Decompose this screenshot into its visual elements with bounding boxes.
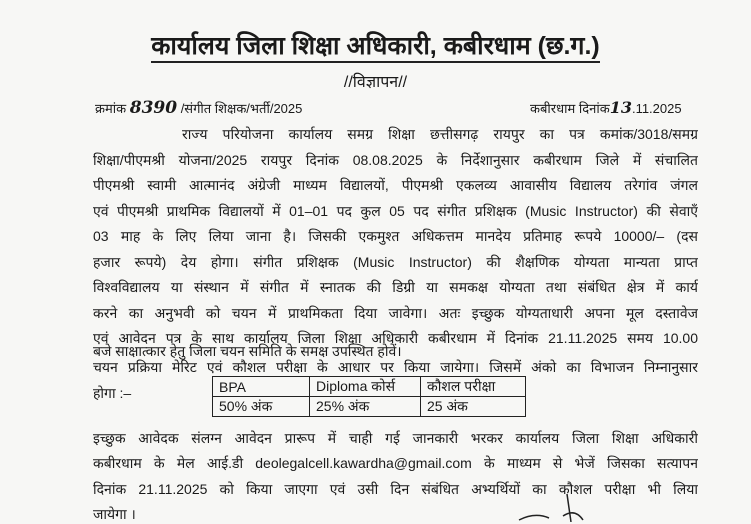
table-cell: 25 अंक (421, 397, 526, 417)
ref-prefix: क्रमांक (95, 101, 127, 116)
table-cell: 50% अंक (213, 397, 310, 417)
paragraph-line: इच्छुक आवेदक संलग्न आवेदन प्रारूप में चाही गई जानकारी भरकर कार्यालय जिला शिक्षा अधिकारी (93, 430, 698, 446)
ref-handwritten-number: 8390 (129, 98, 178, 118)
selection-process-line: चयन प्रक्रिया मेरिट एवं कौशल परीक्षा के आधार पर किया जायेगा। जिसमें अंको का विभाजन निम्नानुसार (93, 359, 698, 375)
paragraph-line: 03 माह के लिए लिया जाना है। जिसकी एकमुश्त अधिकत्तम मानदेय प्रतिमाह रूपये 10000/– (दस (93, 228, 698, 244)
paragraph-line: हजार रूपये) देय होगा। संगीत प्रशिक्षक (Music Instructor) की शैक्षणिक योग्यता मान्यता प्राप्त (93, 254, 698, 270)
reference-number (95, 98, 302, 118)
ref-suffix: /संगीत शिक्षक/भर्ती/2025 (180, 101, 303, 116)
advertisement-heading: //विज्ञापन// (343, 74, 408, 91)
table-cell: 25% अंक (310, 397, 421, 417)
paragraph-line: पीएमश्री स्वामी आत्मानंद अंग्रेजी माध्यम विद्यालयों, पीएमश्री एकलव्य आवासीय विद्यालय तरेगांव जंगल (93, 177, 698, 193)
paragraph-line: कबीरधाम के मेल आई.डी deolegalcell.kawardha@gmail.com के माध्यम से भेजें जिसका सत्यापन (93, 455, 698, 471)
paragraph-line: राज्य परियोजना कार्यालय समग्र शिक्षा छत्तीसगढ़ रायपुर का पत्र कमांक/3018/समग्र (182, 126, 698, 142)
paragraph-line: करने का अनुभवी को चयन में प्राथमिकता दिया जावेगा। अतः इच्छुक योग्यताधारी अपना मूल दस्तावेज (93, 305, 698, 321)
letter-date (530, 98, 682, 117)
marks-distribution-table (212, 376, 526, 417)
office-title (0, 28, 751, 62)
paragraph-line: विश्वविद्यालय या संस्थान में संगीत में स्नातक की डिग्री या समकक्ष योग्यता तथा संबंधित क्षेत्र में कार्य (93, 279, 698, 295)
date-prefix: कबीरधाम दिनांक (530, 101, 610, 116)
paragraph-line: दिनांक 21.11.2025 को किया जाएगा एवं उसी दिन संबंधित अभ्यर्थियों का कौशल परीक्षा भी लिया (93, 481, 698, 497)
signature-image (505, 490, 585, 522)
table-header-row (213, 377, 526, 397)
table-header-cell: BPA (213, 377, 310, 397)
table-row (213, 397, 526, 417)
office-title-text: कार्यालय जिला शिक्षा अधिकारी, कबीरधाम (छ.ग.) (151, 32, 600, 63)
paragraph-line: एवं पीएमश्री प्राथमिक विद्यालयों में 01–01 पद कुल 05 पद संगीत प्रशिक्षक (Music Instructor) की सेवाएँ (93, 203, 698, 219)
paragraph-line: एवं आवेदन पत्र के साथ कार्यालय जिला शिक्षा अधिकारी कबीरधाम में दिनांक 21.11.2025 समय 10.00 (93, 330, 698, 346)
date-rest: .11.2025 (631, 101, 682, 116)
selection-process-continuation: होगा :– (93, 385, 132, 401)
table-header-cell: कौशल परीक्षा (421, 377, 526, 397)
table-header-cell: Diploma कोर्स (310, 377, 421, 397)
paragraph-line-last: जायेगा । (93, 506, 136, 522)
date-handwritten-day: 13 (609, 98, 632, 117)
paragraph-line: शिक्षा/पीएमश्री योजना/2025 रायपुर दिनांक 08.08.2025 के निर्देशानुसार कबीरधाम जिले में संचालित (93, 152, 698, 168)
paragraph-line-last: बजे साक्षात्कार हेतु जिला चयन समिति के समक्ष उपस्थित होवें। (93, 343, 402, 359)
